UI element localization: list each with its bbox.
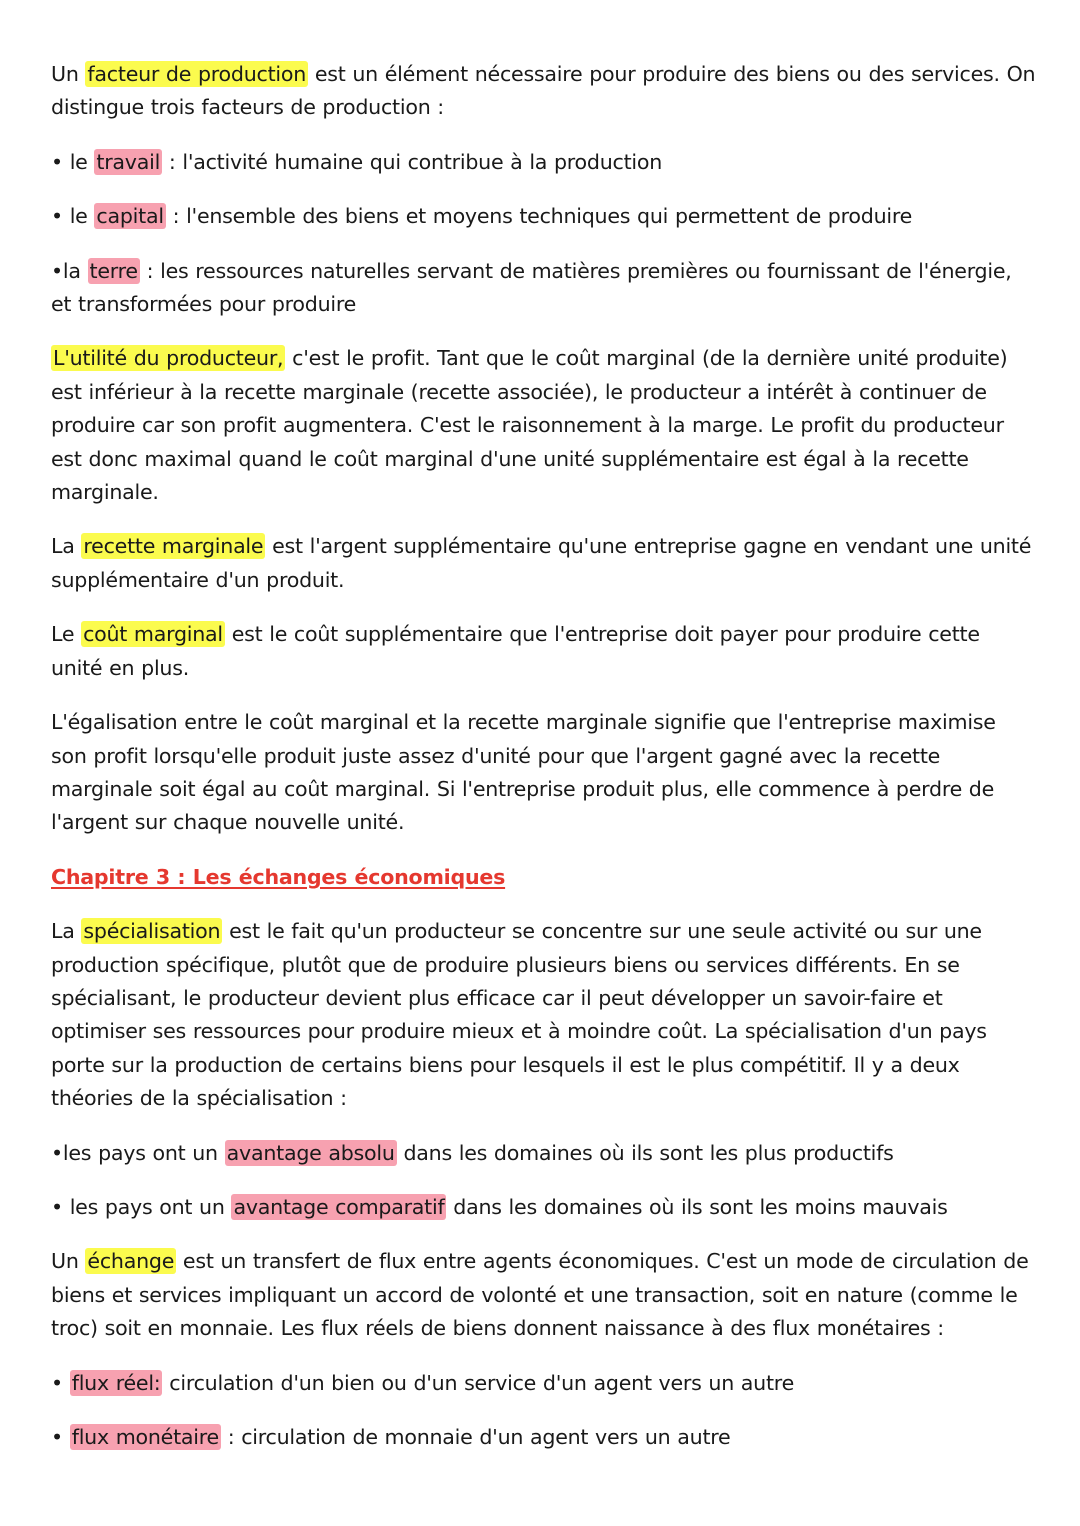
highlight-travail: travail (96, 149, 161, 174)
paragraph-specialisation: La spécialisation est le fait qu'un producteur se concentre sur une seule activité ou sur une production spécifique, plutôt que de produire plusieurs biens ou services différents. En se spécialisant, le producteur devient plus efficace car il peut développer un savoir-faire et optimiser ses ressources pour produire mieux et à moindre coût. La spécialisation d'un pays porte sur la production de certains biens pour lesquels il est le plus compétitif. Il y a deux théories de la spécialisation : (51, 919, 987, 1111)
paragraph-echange: Un échange est un transfert de flux entre agents économiques. C'est un mode de circulation de biens et services impliquant un accord de volonté et une transaction, soit en nature (comme le troc) soit en monnaie. Les flux réels de biens donnent naissance à des flux monétaires : (51, 1249, 1029, 1341)
chapter-title: Chapitre 3 : Les échanges économiques (51, 864, 506, 889)
highlight-echange: échange (87, 1249, 175, 1274)
paragraph-cout-marginal: Le coût marginal est le coût supplémentaire que l'entreprise doit payer pour produire cette unité en plus. (51, 622, 980, 680)
highlight-cout-marginal: coût marginal (83, 622, 223, 647)
highlight-terre: terre (89, 258, 138, 283)
list-item-avantage-absolu: •les pays ont un avantage absolu dans les domaines où ils sont les plus productifs (51, 1140, 894, 1165)
list-item-avantage-comparatif: • les pays ont un avantage comparatif dans les domaines où ils sont les moins mauvais (51, 1194, 948, 1219)
highlight-specialisation: spécialisation (83, 919, 221, 944)
highlight-utilite-du-producteur: L'utilité du producteur, (53, 346, 284, 371)
highlight-recette-marginale: recette marginale (83, 534, 264, 559)
paragraph-utilite-producteur: L'utilité du producteur, c'est le profit. Tant que le coût marginal (de la dernière unité produite) est inférieur à la recette marginale (recette associée), le producteur a intérêt à continuer de produire car son profit augmentera. C'est le raisonnement à la marge. Le profit du producteur est donc maximal quand le coût marginal d'une unité supplémentaire est égal à la recette marginale. (51, 346, 1008, 505)
list-item-capital: • le capital : l'ensemble des biens et moyens techniques qui permettent de produire (51, 204, 913, 229)
highlight-flux-monetaire: flux monétaire (71, 1425, 219, 1449)
paragraph-recette-marginale: La recette marginale est l'argent supplémentaire qu'une entreprise gagne en vendant une unité supplémentaire d'un produit. (51, 534, 1032, 592)
highlight-flux-reel: flux réel: (71, 1370, 161, 1395)
paragraph-facteur-production: Un facteur de production est un élément nécessaire pour produire des biens ou des services. On distingue trois facteurs de production : (51, 62, 1036, 120)
list-item-travail: • le travail : l'activité humaine qui contribue à la production (51, 149, 663, 174)
list-item-flux-reel: • flux réel: circulation d'un bien ou d'un service d'un agent vers un autre (51, 1370, 794, 1395)
highlight-avantage-comparatif: avantage comparatif (233, 1194, 445, 1219)
paragraph-egalisation: L'égalisation entre le coût marginal et la recette marginale signifie que l'entreprise maximise son profit lorsqu'elle produit juste assez d'unité pour que l'argent gagné avec la recette marginale soit égal au coût marginal. Si l'entreprise produit plus, elle commence à perdre de l'argent sur chaque nouvelle unité. (51, 710, 996, 835)
highlight-facteur-de-production: facteur de production (87, 62, 307, 86)
highlight-capital: capital (96, 204, 164, 229)
highlight-avantage-absolu: avantage absolu (226, 1140, 395, 1165)
list-item-terre: •la terre : les ressources naturelles servant de matières premières ou fournissant de l'énergie, et transformées pour produire (51, 258, 1012, 317)
list-item-flux-monetaire: • flux monétaire : circulation de monnaie d'un agent vers un autre (51, 1425, 731, 1449)
document-page (51, 58, 1036, 1454)
